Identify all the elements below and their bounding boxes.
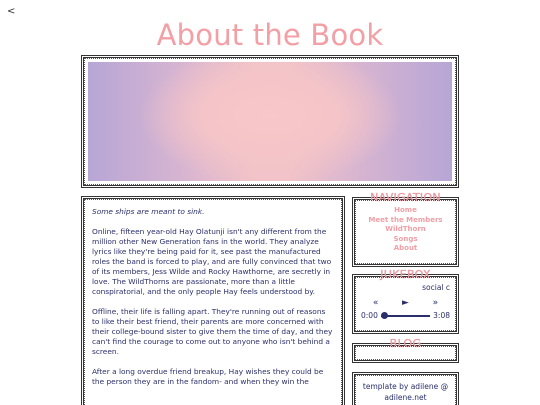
tagline: Some ships are meant to sink.	[92, 207, 205, 216]
header-banner	[81, 55, 459, 188]
progress-knob[interactable]	[381, 312, 388, 319]
blog-box	[352, 337, 459, 363]
jukebox-title: JUKEBOX	[380, 268, 431, 281]
credit-line: template by adilene @	[362, 382, 449, 391]
paragraph: Offline, their life is falling apart. They're running out of reasons to like their best friend, their parents are more concerned with their college-bound sister to give them the time of day, and they can't find the courage to come out to anyone who isn't behind a screen.	[92, 307, 333, 356]
previous-icon[interactable]: «	[372, 298, 379, 308]
paragraph: After a long overdue friend breakup, Hay wishes they could be the person they are in the fandom- and when they win the	[92, 367, 324, 386]
song-marquee: social c	[422, 283, 450, 292]
paragraph: Online, fifteen year-old Hay Olatunji isn't any different from the million other New Generation fans in the world. They analyze lyrics like they're being paid for it, see past the manufactured roles the band is forced to play, and are fully convinced that two of its members, Jess Wilde and Rocky Hawthorne, are secretly in love. The WildThorns are passionate, more than a little conspiratorial, and the only people Hay feels understood by.	[92, 227, 332, 296]
progress-slider[interactable]	[381, 315, 430, 317]
navigation-box	[352, 191, 459, 267]
blog-title[interactable]: BLOG	[389, 337, 422, 350]
nav-link-home[interactable]: Home	[394, 206, 417, 214]
credit-box	[352, 372, 459, 405]
navigation-title: NAVIGATION	[370, 191, 441, 204]
about-content	[81, 196, 345, 405]
next-icon[interactable]: »	[432, 298, 439, 308]
progress-row	[361, 311, 450, 320]
nav-link-wildthorn[interactable]: WildThorn	[385, 225, 426, 233]
jukebox-box	[352, 268, 459, 334]
nav-link-songs[interactable]: Songs	[393, 234, 418, 243]
total-time: 3:08	[433, 311, 450, 320]
page-title: About the Book	[156, 18, 384, 52]
current-time: 0:00	[361, 311, 378, 320]
credit-link[interactable]: adilene.net	[384, 393, 427, 402]
nav-link-members[interactable]: Meet the Members	[368, 215, 443, 224]
play-icon[interactable]: ►	[402, 298, 409, 308]
nav-link-about[interactable]: About	[393, 244, 418, 252]
banner-image	[88, 62, 452, 181]
back-link[interactable]: <	[7, 6, 16, 17]
player-controls	[361, 298, 450, 308]
